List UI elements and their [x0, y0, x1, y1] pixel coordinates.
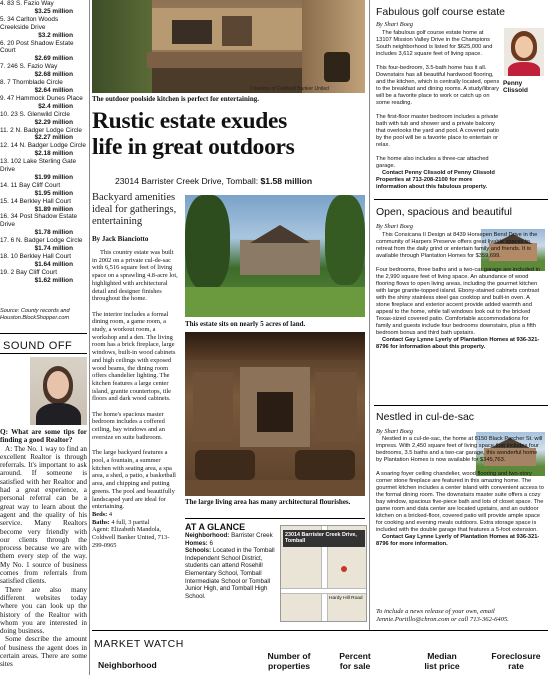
mid-photo-caption: This estate sits on nearly 5 acres of land. — [185, 320, 306, 328]
story1-text — [376, 30, 500, 198]
homes-value: 6 — [209, 539, 213, 547]
list-item — [0, 198, 87, 214]
list-item-price: $3.25 million — [34, 7, 73, 15]
schools-value: Located in the Tomball Independent School District, students can attend Rosehill Elementary School, Tomball Intermediate School or Tomball Junior High, and Tomball High School. — [185, 547, 275, 600]
list-item-address: 8. 7 Thornblade Circle — [0, 79, 63, 87]
col-properties-line-1: Number of — [267, 651, 311, 661]
glance-title: AT A GLANCE — [185, 522, 246, 532]
beds-value: 4 — [108, 510, 113, 518]
list-item-price: $2.4 million — [38, 102, 73, 110]
story3-byline: By Shari Boeg — [376, 428, 413, 435]
list-item-price: $1.99 million — [34, 173, 73, 181]
list-item-price: $1.74 million — [34, 245, 73, 253]
baths-value: 4 full, 3 partial — [111, 518, 150, 526]
estate-exterior-photo — [185, 195, 365, 317]
col-percent — [332, 651, 378, 671]
list-item — [0, 111, 87, 127]
col-foreclosure-line-1: Foreclosure — [491, 651, 541, 661]
list-item — [0, 0, 87, 16]
headline-line-1: Rustic estate exudes — [92, 108, 288, 134]
agent-info: Agent: Elizabeth Mandola, Coldwell Banker United, 713-299-0965 — [92, 526, 170, 549]
headline — [92, 108, 367, 160]
list-item — [0, 237, 87, 253]
story2-title: Open, spacious and beautiful — [376, 206, 513, 218]
story3-text — [376, 436, 544, 608]
list-item-address: 7. 246 S. Fazio Way — [0, 63, 58, 71]
news-release-note — [376, 608, 546, 624]
list-entries — [0, 0, 87, 285]
schools-label: Schools: — [185, 547, 212, 555]
list-item-address: 14. 11 Bay Cliff Court — [0, 181, 61, 189]
at-a-glance — [185, 522, 275, 622]
list-item-price: $1.64 million — [34, 260, 73, 268]
list-item-address: 15. 14 Berkley Hall Court — [0, 197, 72, 205]
list-item — [0, 158, 87, 182]
neighborhood-value: Barrister Creek — [231, 532, 273, 539]
bottom-photo-caption: The large living area has many architectural flourishes. — [185, 498, 351, 506]
neighborhood-label: Neighborhood: — [185, 532, 230, 539]
list-item-address: 4. 83 S. Fazio Way — [0, 0, 54, 7]
story2-body: This Consicana II Design at 8439 Horsepen Bend Drive in the community of Harpers Preserve offers great livable spaces to retreat from the daily grind or entertain family and friends. It is available through Plantation Homes for $359,699. Four bedrooms, three baths and a two-car garage are included in the 2,990 square feet of living space. An abundance of wood flooring flows to open living areas, including the gourmet kitchen with large granite-topped island. Ebony-stained cabinets contrast with the shiny stainless steel gas cooktop and built-in oven. A stone fireplace and exterior accent provide added warmth and appeal to the home, while tall windows look out to the bricked Texas-sized covered patio. Comfortable accommodations for family and guests include four bedrooms downstairs, plus a fifth bedroom bonus and third bath upstairs. — [376, 232, 541, 336]
story2-text — [376, 232, 544, 404]
list-item-price: $1.62 million — [34, 276, 73, 284]
photo-credit: Courtesy of Coldwell Banker United — [250, 86, 329, 92]
realtor-headshot — [30, 357, 87, 425]
story-facts — [92, 511, 180, 550]
sound-off-question: Q: What are some tips for finding a good Realtor? — [0, 428, 87, 445]
map-pin-icon — [341, 566, 347, 572]
list-item-address: 13. 102 Lake Sterling Gate Drive — [0, 158, 77, 174]
map-road-label: Hardy Hill Road — [329, 596, 363, 601]
sound-off-header: SOUND OFF — [3, 340, 73, 352]
col-properties-line-2: properties — [267, 661, 311, 671]
beds-label: Beds: — [92, 510, 108, 518]
list-item-address: 10. 23 S. Glenwild Circle — [0, 110, 70, 118]
col-foreclosure-line-2: rate — [508, 661, 524, 671]
story-deck: Backyard amenities ideal for gatherings, entertaining — [92, 192, 177, 227]
list-item — [0, 16, 87, 40]
col-neighborhood: Neighborhood — [98, 660, 157, 670]
list-item-address: 9. 47 Hammock Dunes Place — [0, 94, 83, 102]
top-sales-list — [0, 0, 87, 332]
list-item-address: 5. 34 Carlton Woods Creekside Drive — [0, 15, 59, 31]
list-source: Source: County records and Houston.BlockShopper.com — [0, 308, 70, 321]
list-item-price: $2.18 million — [34, 150, 73, 158]
map-label: 23014 Barrister Creek Drive, Tomball — [283, 530, 365, 547]
list-item — [0, 213, 87, 237]
list-item-address: 18. 10 Berkley Hall Court — [0, 253, 72, 260]
list-item-price: $2.69 million — [34, 55, 73, 63]
list-item-price: $2.68 million — [34, 71, 73, 79]
location-map — [280, 525, 367, 622]
list-item — [0, 253, 87, 269]
col-percent-line-1: Percent — [339, 651, 371, 661]
story-body: This country estate was built in 2002 on a private cul-de-sac with 6,516 square feet of living space on a sprawling 4.8-acre lot, highlighted with architectural detail and designer finishes throughout the home. The interior includes a formal dining room, a game room, a study, a workout room, a workshop and a den. The living room has a brick fireplace, large windows, built-in wood cabinets and high ceilings with exposed wood beams, the dining room offers chandelier lighting. The kitchen features a large center island, granite countertops, tile floors and dark wood cabinets. The home's spacious master bedroom includes a coffered ceiling, bay windows and an oversize en suite bathroom. The large backyard features a pool, a fountain, a summer kitchen with seating area, a spa area, a shed, a patio, a basketball area, and chipping and putting greens. The pool and beautifully landscaped yard are ideal for entertaining. — [92, 249, 178, 511]
story2-contact: Contact Gay Lynne Lyerly of Plantation Homes at 936-321-8796 for information about this property. — [376, 337, 540, 350]
agent-headshot-clissold — [504, 28, 544, 76]
story3-body: Nestled in a cul-de-sac, the home at 8150 Black Percher St. will impress. With 2,450 square feet of living space that includes four bedrooms, 3.5 baths and a two-car garage, this wonderful home by Plantation Homes is now available for $345,763. A soaring foyer ceiling chandelier, wood flooring and two-story corner stone fireplace are featured in this amazing home. The gourmet kitchen includes a center island with convenient access to the formal dining room. The downstairs master suite offers a cozy bay window, spacious five-piece bath and lots of closet space. The game room and data center are located upstairs, and an outdoor kitchen on a bricked-floor, covered patio will provide ample space for cooking and evening meals outdoors. Extra storage space is included with the double garage that features a 5-foot extension. — [376, 436, 544, 533]
col-percent-line-2: for sale — [339, 661, 371, 671]
homes-label: Homes: — [185, 539, 208, 547]
list-item-price: $1.78 million — [34, 229, 73, 237]
list-item — [0, 79, 87, 95]
story-cul-de-sac — [376, 408, 548, 430]
release-note-line-2: Jennie.Portillo@chron.com or call 713-362-6405. — [376, 616, 509, 623]
sound-off-answer-3: Some describe the amount of business the agent does in certain areas. There are some sites — [0, 635, 87, 669]
baths-label: Baths: — [92, 518, 110, 526]
col-properties — [262, 651, 316, 671]
list-item — [0, 95, 87, 111]
story3-title: Nestled in cul-de-sac — [376, 411, 475, 423]
agent-name-line-2: Clissold — [503, 87, 528, 95]
story1-title: Fabulous golf course estate — [376, 6, 505, 18]
list-item-price: $1.95 million — [34, 189, 73, 197]
list-item — [0, 182, 87, 198]
price-line: $1.58 million — [260, 176, 313, 186]
list-item — [0, 269, 87, 285]
list-item-address: 19. 2 Bay Cliff Court — [0, 268, 58, 276]
address-line: 23014 Barrister Creek Drive, Tomball: — [115, 176, 259, 186]
list-item-address: 16. 34 Post Shadow Estate Drive — [0, 213, 78, 229]
story1-body: The fabulous golf course estate home at 13107 Mission Valley Drive in the Champions South neighborhood is listed for $625,000 and includes 3,612 square feet of living space. This four-bedroom, 3.5-bath home has it all. Downstairs has all beautiful hardwood flooring, and the kitchen, which is centrally located, opens to the breakfast and dining rooms. A study/library will be a favorite place to work or catch up on some reading. The first-floor master bedroom includes a private bath with tub and shower and a private balcony that overlooks the yard and pool. A covered patio by the pool will be a favorite place to entertain or relax. The home also includes a three-car attached garage. — [376, 30, 500, 169]
col-foreclosure — [486, 651, 546, 671]
list-item-price: $2.29 million — [34, 118, 73, 126]
story3-contact: Contact Gay Lynne Lyerly of Plantation Homes at 936-321-8796 for more information. — [376, 534, 540, 547]
release-note-line-1: To include a news release of your own, email — [376, 608, 495, 615]
agent-name-clissold — [503, 80, 528, 95]
col-median-line-1: Median — [427, 651, 457, 661]
story1-byline: By Shari Boeg — [376, 21, 413, 28]
list-item — [0, 142, 87, 158]
list-item — [0, 63, 87, 79]
list-item-price: $2.64 million — [34, 86, 73, 94]
story2-byline: By Shari Boeg — [376, 223, 413, 230]
list-item — [0, 40, 87, 64]
list-item-address: 17. 6 N. Badger Lodge Circle — [0, 237, 83, 245]
market-watch-header — [92, 648, 548, 675]
list-item-address: 12. 14 N. Badger Lodge Circle — [0, 142, 86, 150]
sound-off-text — [0, 425, 87, 675]
story-byline: By Jack Bianciotto — [92, 235, 149, 243]
agent-name-line-1: Penny — [503, 80, 523, 87]
story-open-spacious — [376, 201, 548, 225]
main-story — [92, 192, 180, 622]
col-median — [417, 651, 467, 671]
list-item-address: 6. 20 Post Shadow Estate Court — [0, 39, 74, 55]
story1-contact: Contact Penny Clissold of Penny Clissold Properties at 713-208-2100 for more information about this fabulous property. — [376, 170, 495, 190]
sound-off-answer: A: The No. 1 way to find an excellent Realtor is through referrals. It's important to ask around. If someone is satisfied with her Realtor and had a great experience, a personal referral can be a great way to learn about the agent and the quality of his service. Many Realtors become very friendly with our clients through the process because we are with them every step of the way. My No. 1 source of business comes from referrals from satisfied clients. — [0, 444, 87, 586]
list-item-price: $3.2 million — [38, 31, 73, 39]
list-item-address: 11. 2 N. Badger Lodge Circle — [0, 126, 82, 134]
headline-line-2: life in great outdoors — [92, 134, 295, 160]
market-watch-title: MARKET WATCH — [94, 638, 184, 650]
list-item-price: $1.89 million — [34, 205, 73, 213]
address-price-line — [115, 176, 312, 186]
top-photo-caption: The outdoor poolside kitchen is perfect for entertaining. — [92, 95, 259, 103]
col-median-line-2: list price — [424, 661, 460, 671]
sound-off-answer-2: There are also many different websites today where you can look up the history of the Realtor with whom you are interested in doing business. — [0, 585, 87, 636]
living-area-photo — [185, 332, 365, 496]
list-item-price: $2.27 million — [34, 134, 73, 142]
outdoor-kitchen-photo — [92, 0, 365, 93]
list-item — [0, 127, 87, 143]
